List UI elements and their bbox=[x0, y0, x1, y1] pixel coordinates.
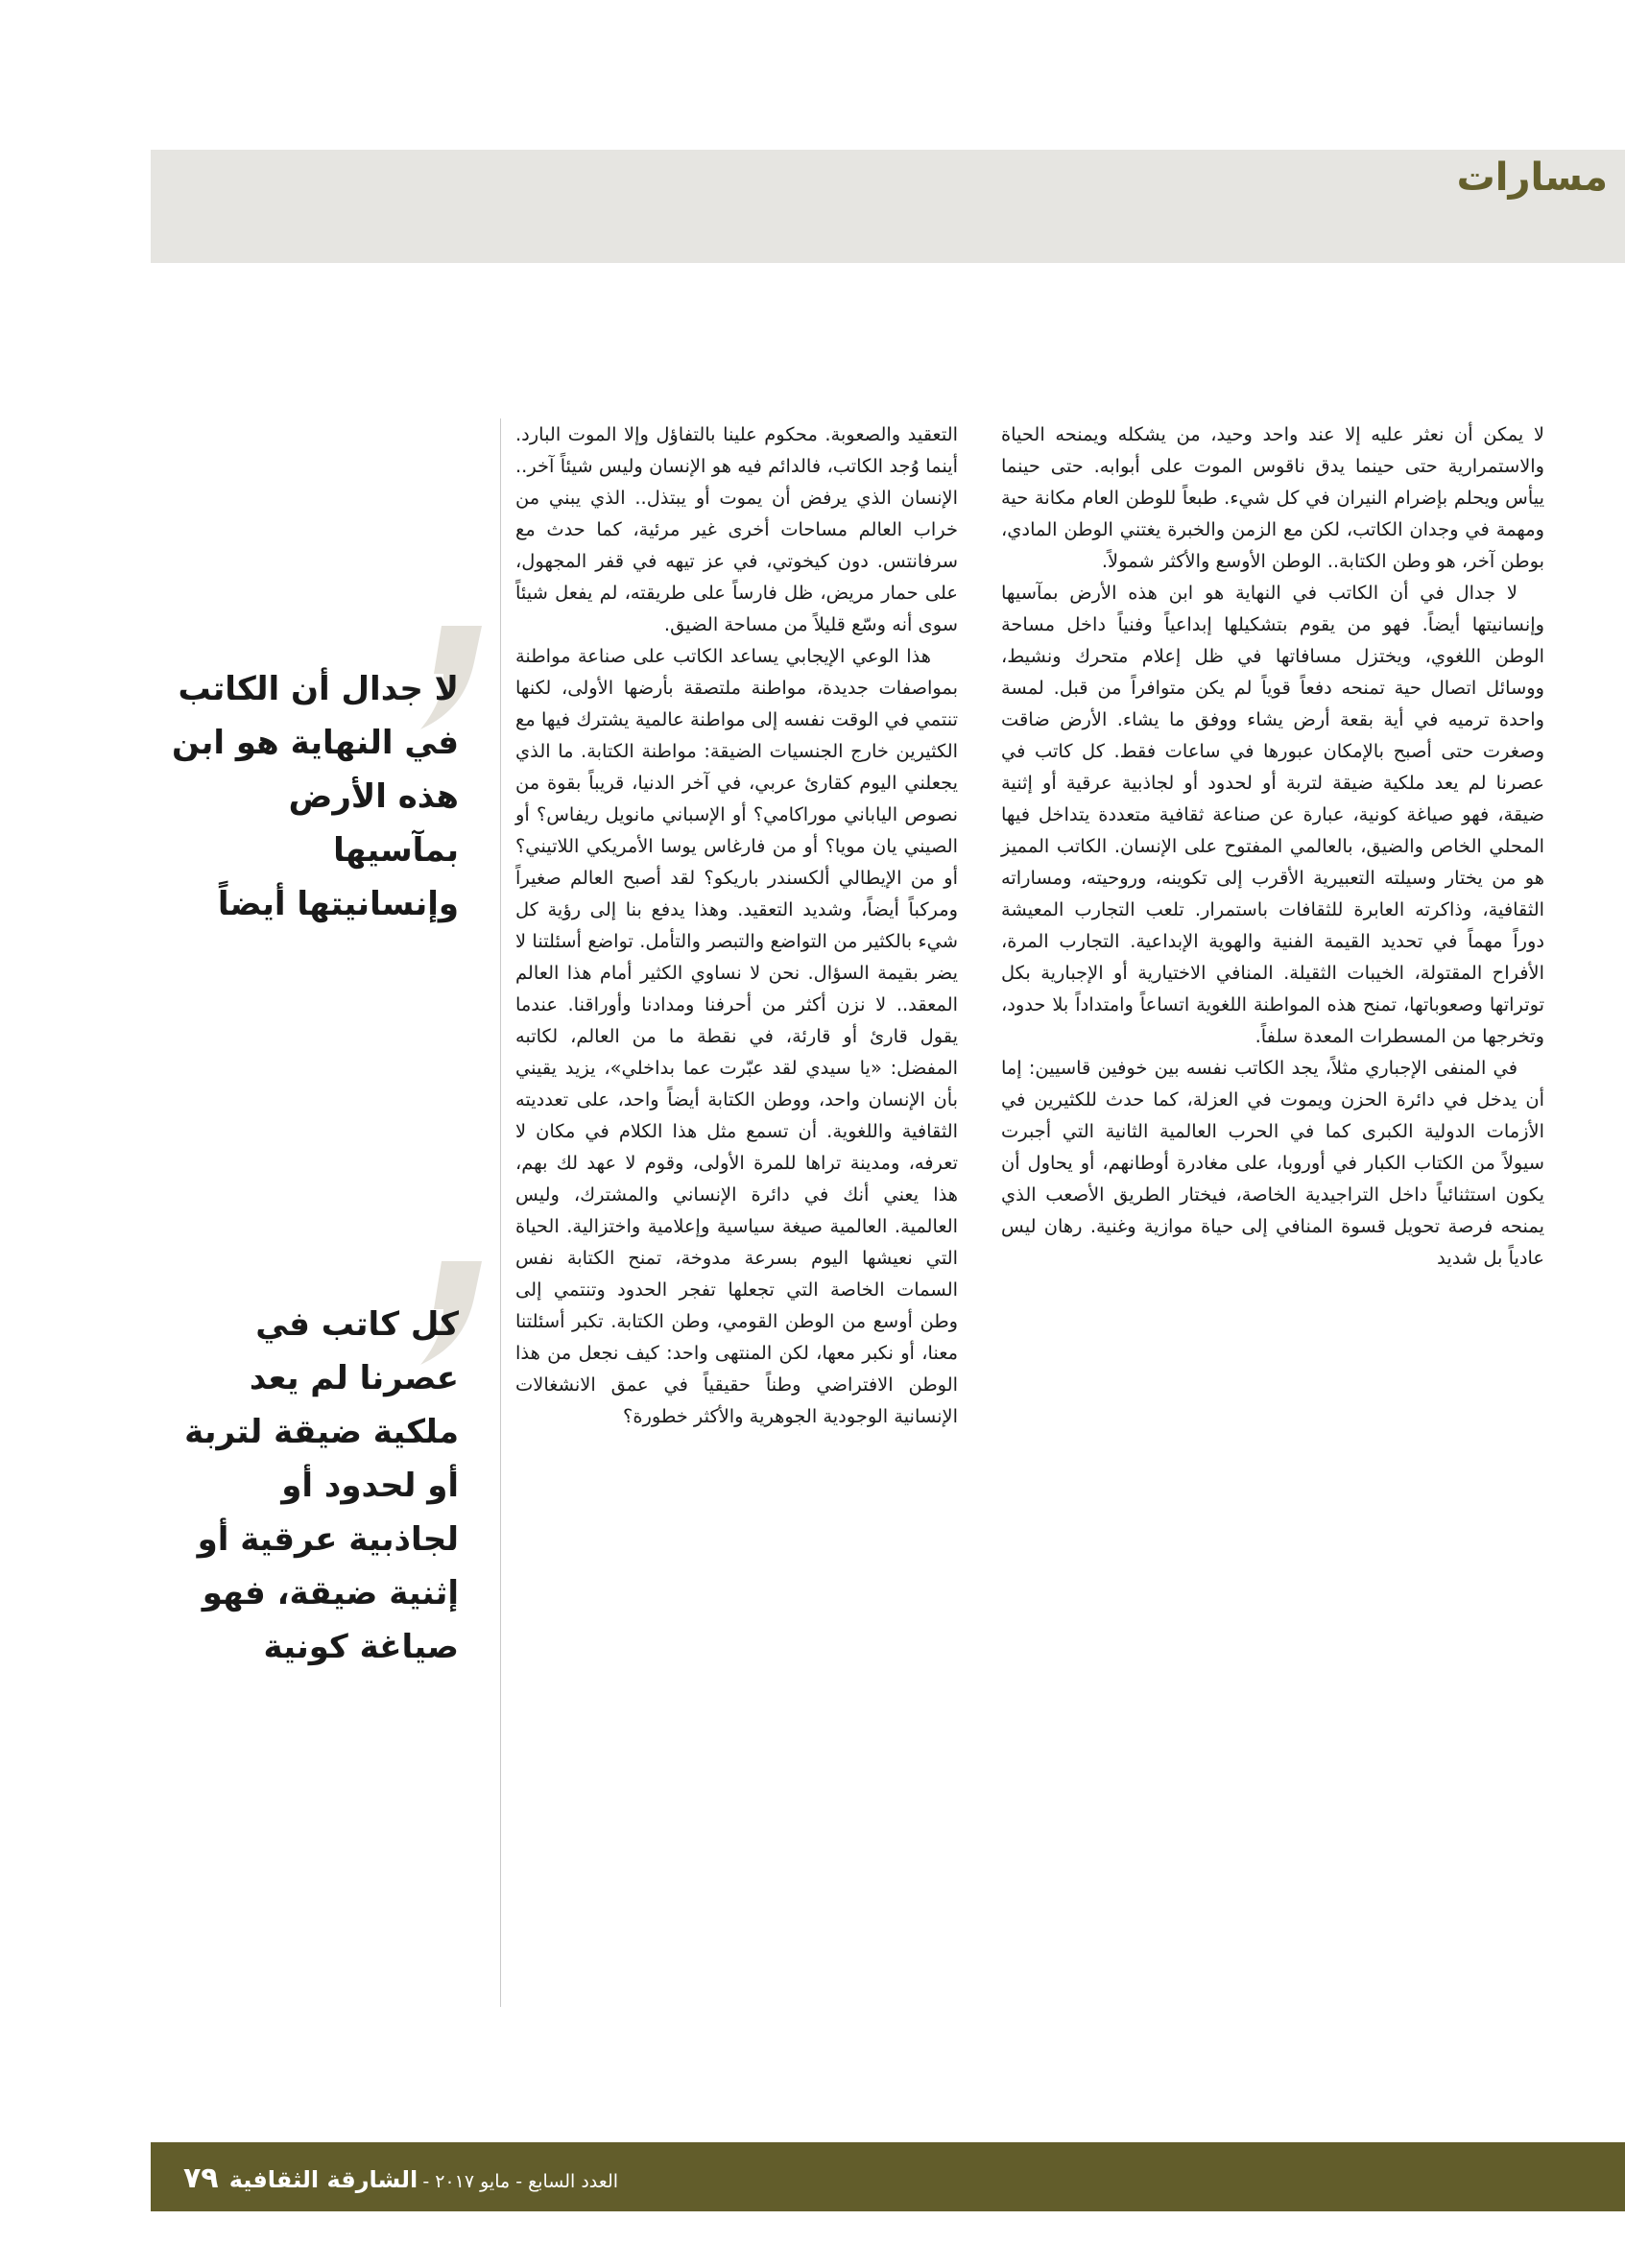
paragraph: لا جدال في أن الكاتب في النهاية هو ابن هذه الأرض بمآسيها وإنسانيتها أيضاً. فهو من يقوم بتشكيلها إبداعياً وفنياً داخل مساحة الوطن اللغوي، ويختزل مسافاتها في ظل إعلام متحرك ونشيط، ووسائل اتصال حية تمنحه دفعاً قوياً لم يكن متوافراً من قبل. لمسة واحدة ترميه في أية بقعة أرض يشاء ووفق ما يشاء. الأرض ضاقت وصغرت حتى أصبح بالإمكان عبورها في ساعات فقط. كل كاتب في عصرنا لم يعد ملكية ضيقة لتربة أو لحدود أو لجاذبية عرقية أو إثنية ضيقة، فهو صياغة كونية، عبارة عن صناعة ثقافية متعددة يتداخل فيها المحلي الخاص والضيق، بالعالمي المفتوح على الإنسان. الكاتب المميز هو من يختار وسيلته التعبيرية الأقرب إلى تكوينه، وروحيته، ومساراته الثقافية، وذاكرته العابرة للثقافات باستمرار. تلعب التجارب المعيشة دوراً مهماً في تحديد القيمة الفنية والهوية الإبداعية. التجارب المرة، الأفراح المقتولة، الخيبات الثقيلة. المنافي الاختيارية أو الإجبارية بكل توتراتها وصعوباتها، تمنح هذه المواطنة اللغوية اتساعاً وامتداداً بلا حدود، وتخرجها من المسطرات المعدة سلفاً. bbox=[1001, 582, 1544, 1047]
issue-info: العدد السابع - مايو ٢٠١٧ - bbox=[422, 2171, 619, 2192]
paragraph: لا يمكن أن نعثر عليه إلا عند واحد وحيد، من يشكله ويمنحه الحياة والاستمرارية حتى حينما يدق ناقوس الموت على أبوابه. حتى حينما ييأس ويحلم بإضرام النيران في كل شيء. طبعاً للوطن العام مكانة حية ومهمة في وجدان الكاتب، لكن مع الزمن والخبرة يغتني الوطن المادي، بوطن آخر، هو وطن الكتابة.. الوطن الأوسع والأكثر شمولاً. bbox=[1001, 423, 1544, 572]
paragraph: التعقيد والصعوبة. محكوم علينا بالتفاؤل وإلا الموت البارد. أينما وُجد الكاتب، فالدائم فيه هو الإنسان وليس شيئاً آخر.. الإنسان الذي يرفض أن يموت أو يبتذل.. الذي يبني من خراب العالم مساحات أخرى غير مرئية، كما حدث مع سرفانتس. دون كيخوتي، في عز تيهه في قفر المجهول، على حمار مريض، ظل فارساً على طريقته، لم يفعل شيئاً سوى أنه وسّع قليلاً من مساحة الضيق. bbox=[515, 423, 958, 635]
page-number: ٧٩ bbox=[183, 2161, 219, 2195]
section-header-band bbox=[151, 150, 1625, 263]
pull-quote: كل كاتب في عصرنا لم يعد ملكية ضيقة لتربة أو لحدود أو لجاذبية عرقية أو إثنية ضيقة، فهو صياغة كونية bbox=[184, 1305, 459, 1666]
article-column-middle bbox=[515, 418, 958, 1432]
paragraph: هذا الوعي الإيجابي يساعد الكاتب على صناعة مواطنة بمواصفات جديدة، مواطنة ملتصقة بأرضها الأولى، لكنها تنتمي في الوقت نفسه إلى مواطنة عالمية يشترك فيها مع الكثيرين خارج الجنسيات الضيقة: مواطنة الكتابة. ما الذي يجعلني اليوم كقارئ عربي، في آخر الدنيا، قريباً بقوة من نصوص الياباني موراكامي؟ أو الإسباني مانويل ريفاس؟ أو الصيني يان مويا؟ أو من فارغاس يوسا الأمريكي اللاتيني؟ أو من الإيطالي ألكسندر باريكو؟ لقد أصبح العالم صغيراً ومركباً أيضاً، وشديد التعقيد. وهذا يدفع بنا إلى رؤية كل شيء بالكثير من التواضع والتبصر والتأمل. تواضع أسئلتنا لا يضر بقيمة السؤال. نحن لا نساوي الكثير أمام هذا العالم المعقد.. لا نزن أكثر من أحرفنا ومدادنا وأوراقنا. عندما يقول قارئ أو قارئة، في نقطة ما من العالم، لكاتبه المفضل: «يا سيدي لقد عبّرت عما بداخلي»، يزيد يقيني بأن الإنسان واحد، ووطن الكتابة أيضاً واحد، على تعدديته الثقافية واللغوية. أن تسمع مثل هذا الكلام في مكان لا تعرفه، ومدينة تراها للمرة الأولى، وقوم لا عهد لك بهم، هذا يعني أنك في دائرة الإنساني والمشترك، وليس العالمية. العالمية صيغة سياسية وإعلامية واختزالية. الحياة التي نعيشها اليوم بسرعة مدوخة، تمنح الكتابة نفس السمات الخاصة التي تجعلها تفجر الحدود وتنتمي إلى وطن أوسع من الوطن القومي، وطن الكتابة. تكبر أسئلتنا معنا، أو نكبر معها، لكن المنتهى واحد: كيف نجعل من هذا الوطن الافتراضي وطناً حقيقياً في عمق الانشغالات الإنسانية الوجودية الجوهرية والأكثر خطورة؟ bbox=[515, 645, 958, 1427]
footer-line bbox=[170, 2161, 618, 2195]
footer-bar bbox=[151, 2142, 1625, 2211]
article-column-right bbox=[1001, 418, 1544, 1274]
pull-quote: لا جدال أن الكاتب في النهاية هو ابن هذه الأرض بمآسيها وإنسانيتها أيضاً bbox=[172, 670, 459, 923]
magazine-name: الشارقة الثقافية bbox=[228, 2166, 418, 2193]
column-divider bbox=[500, 418, 501, 2007]
section-title: مسارات bbox=[1456, 155, 1608, 200]
paragraph: في المنفى الإجباري مثلاً، يجد الكاتب نفسه بين خوفين قاسيين: إما أن يدخل في دائرة الحزن ويموت في العزلة، كما حدث للكثيرين في الأزمات الدولية الكبرى كما في الحرب العالمية الثانية التي أجبرت سيولاً من الكتاب الكبار في أوروبا، على مغادرة أوطانهم، أو يحاول أن يكون استثنائياً داخل التراجيدية الخاصة، فيختار الطريق الأصعب الذي يمنحه فرصة تحويل قسوة المنافي إلى حياة موازية وغنية. رهان ليس عادياً بل شديد bbox=[1001, 1057, 1544, 1269]
